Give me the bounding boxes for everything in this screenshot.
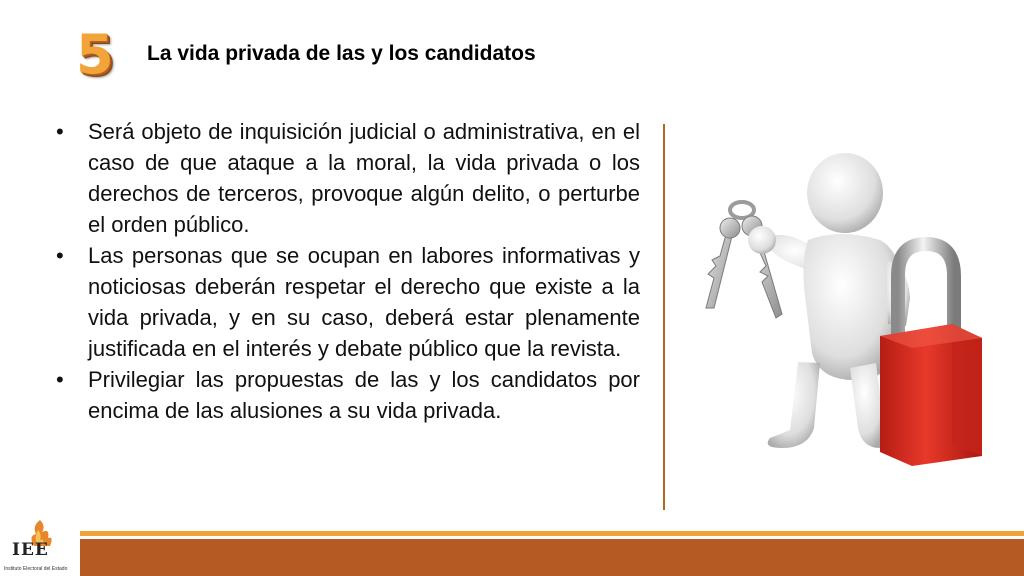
bullet-item — [52, 364, 640, 426]
bullet-text: Las personas que se ocupan en labores informativas y noticiosas deberán respetar el derecho que existe a la vida privada, y en su caso, deberá estar plenamente justificada en el interés y debate público que la revista. — [88, 243, 640, 361]
slide-title: La vida privada de las y los candidatos — [147, 42, 536, 65]
bullet-text: Será objeto de inquisición judicial o administrativa, en el caso de que ataque a la moral, la vida privada o los derechos de terceros, provoque algún delito, o perturbe el orden público. — [88, 119, 640, 237]
slide-number: 5 — [76, 23, 114, 86]
vertical-divider — [663, 124, 665, 510]
bullet-item — [52, 116, 640, 240]
bullet-marker: • — [56, 367, 64, 392]
bullet-list — [52, 116, 640, 426]
bullet-marker: • — [56, 119, 64, 144]
footer-bar — [80, 539, 1024, 576]
logo-caption: Instituto Electoral del Estado — [4, 566, 68, 572]
bullet-marker: • — [56, 243, 64, 268]
footer-accent-line — [80, 531, 1024, 536]
bullet-item — [52, 240, 640, 364]
bullet-text: Privilegiar las propuestas de las y los candidatos por encima de las alusiones a su vida privada. — [88, 367, 640, 423]
person-keys-padlock-illustration — [690, 148, 990, 468]
keys-icon — [706, 202, 782, 318]
padlock-icon — [880, 244, 982, 466]
logo-text: IEE — [12, 540, 49, 560]
